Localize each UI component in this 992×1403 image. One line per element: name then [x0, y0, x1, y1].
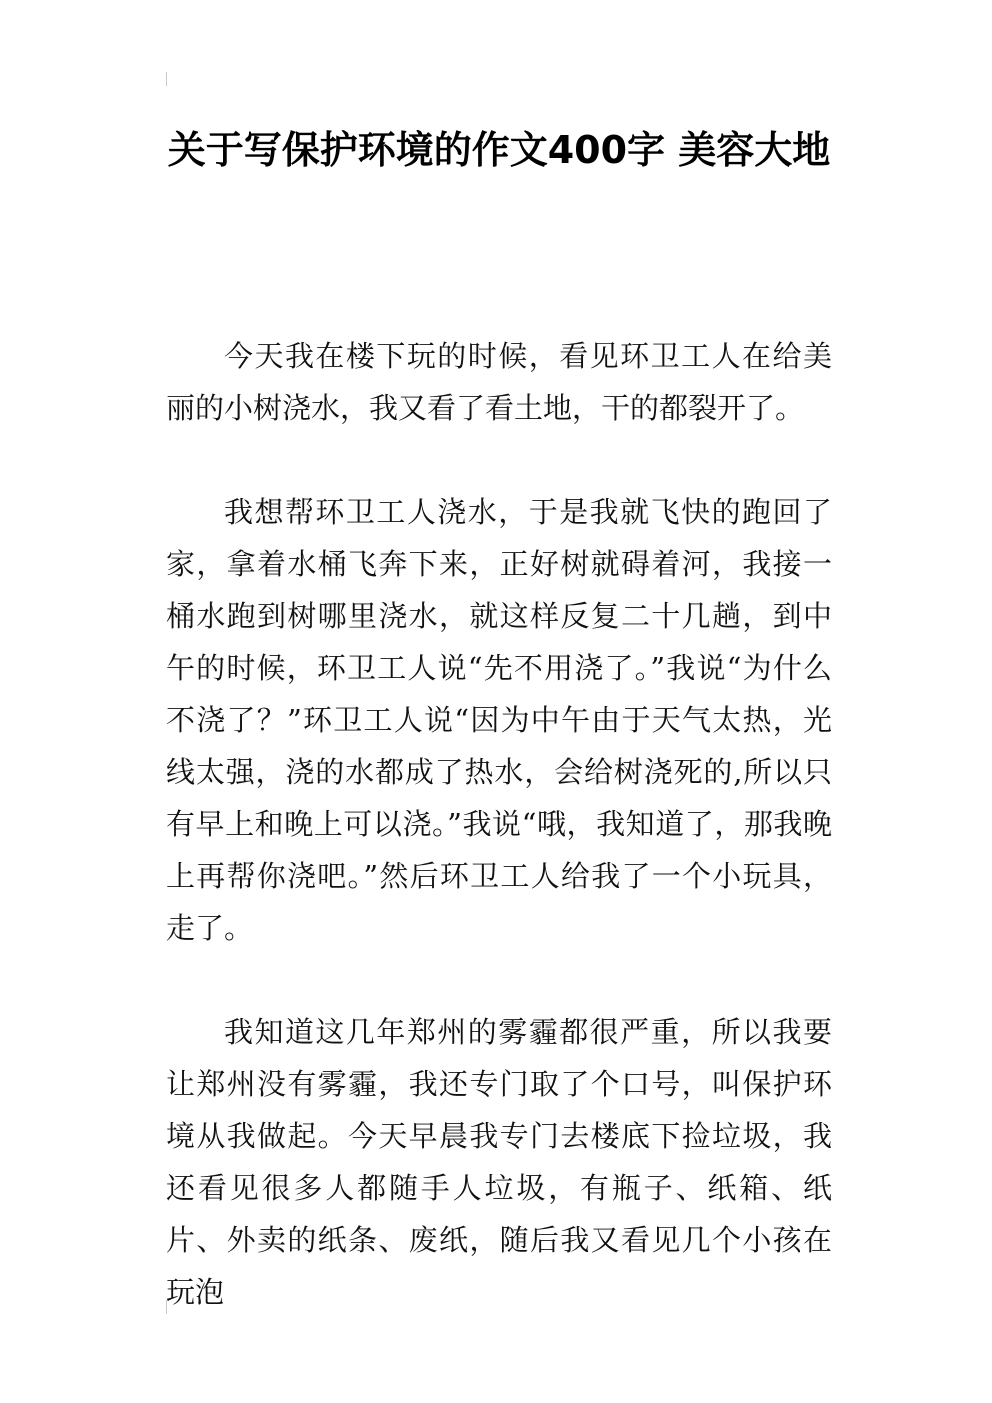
page-corner-mark-top [166, 72, 167, 86]
document-body [166, 330, 832, 1370]
document-title: 关于写保护环境的作文400字 美容大地 [167, 128, 831, 172]
page-corner-mark-bottom [166, 1300, 167, 1314]
paragraph-3: 我知道这几年郑州的雾霾都很严重，所以我要让郑州没有雾霾，我还专门取了个口号，叫保护环境从我做起。今天早晨我专门去楼底下捡垃圾，我还看见很多人都随手人垃圾，有瓶子、纸箱、纸片、外卖的纸条、废纸，随后我又看见几个小孩在玩泡 [166, 1015, 832, 1309]
paragraph-2: 我想帮环卫工人浇水，于是我就飞快的跑回了家，拿着水桶飞奔下来，正好树就碍着河，我接一桶水跑到树哪里浇水，就这样反复二十几趟，到中午的时候，环卫工人说“先不用浇了。”我说“为什么不浇了？”环卫工人说“因为中午由于天气太热，光线太强，浇的水都成了热水，会给树浇死的,所以只有早上和晚上可以浇。”我说“哦，我知道了，那我晚上再帮你浇吧。”然后环卫工人给我了一个小玩具，走了。 [166, 495, 832, 945]
paragraph-1: 今天我在楼下玩的时候，看见环卫工人在给美丽的小树浇水，我又看了看土地，干的都裂开了。 [166, 339, 832, 425]
